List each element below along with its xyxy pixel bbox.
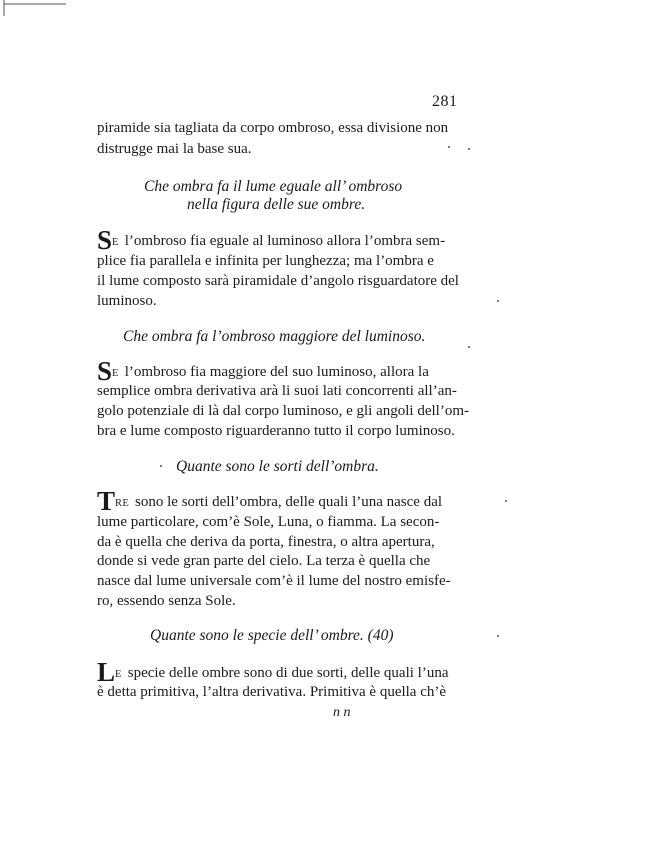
drop-cap: T (97, 486, 116, 516)
scan-speck (497, 300, 499, 302)
section-heading: Quante sono le sorti dell’ombra. (176, 458, 379, 475)
section-heading: Che ombra fa il lume eguale all’ ombroso (144, 178, 403, 195)
section-heading: Quante sono le specie dell’ ombre. (40) (150, 627, 394, 644)
section-heading: Che ombra fa l’ombroso maggiore del luminoso. (123, 328, 426, 345)
text-line (97, 225, 446, 255)
small-cap: E (115, 669, 122, 680)
section-heading: nella figura delle sue ombre. (187, 196, 366, 213)
text-line: lume particolare, com’è Sole, Luna, o fiamma. La secon- (97, 514, 440, 530)
page-number: 281 (432, 93, 458, 110)
scan-speck (505, 500, 507, 502)
text-line: semplice ombra derivativa arà li suoi lati concorrenti all’an- (97, 383, 457, 399)
text-line (97, 657, 449, 687)
text-line: bra e lume composto riguarderanno tutto il corpo luminoso. (97, 423, 455, 439)
text-line: golo potenziale di là dal corpo luminoso, e gli angoli dell’om- (97, 403, 469, 419)
scan-speck (468, 346, 470, 348)
drop-cap: S (97, 356, 113, 386)
text-line: l’ombroso fia eguale al luminoso allora l’ombra sem- (124, 233, 446, 249)
text-line: luminoso. (97, 293, 157, 309)
small-cap: E (112, 237, 119, 248)
text-line: nasce dal lume universale com’è il lume del nostro emisfe- (97, 573, 451, 589)
scan-speck (160, 465, 162, 467)
scan-speck (448, 146, 450, 148)
small-cap: RE (115, 498, 130, 509)
text-line: il lume composto sarà piramidale d’angolo risguardatore del (97, 273, 459, 289)
text-line: donde si vede gran parte del cielo. La terza è quella che (97, 553, 431, 569)
text-line (97, 486, 443, 516)
signature-mark: n n (333, 705, 351, 720)
text-line: l’ombroso fia maggiore del suo luminoso, allora la (124, 364, 429, 380)
text-line: specie delle ombre sono di due sorti, delle quali l’una (127, 665, 449, 681)
drop-cap: L (97, 657, 116, 687)
text-line: distrugge mai la base sua. (97, 141, 252, 157)
text-line: ro, essendo senza Sole. (97, 593, 236, 609)
corner-rule-mark (0, 0, 70, 18)
text-line: sono le sorti dell’ombra, delle quali l’una nasce dal (135, 494, 443, 510)
drop-cap: S (97, 225, 113, 255)
text-line: piramide sia tagliata da corpo ombroso, essa divisione non (97, 120, 449, 136)
text-line: plice fia parallela e infinita per lunghezza; ma l’ombra e (97, 253, 434, 269)
small-cap: E (112, 368, 119, 379)
text-line: da è quella che deriva da porta, finestra, o altra apertura, (97, 534, 435, 550)
scan-speck (468, 148, 470, 150)
text-line (97, 356, 429, 386)
scan-speck (497, 635, 499, 637)
text-line: è detta primitiva, l’altra derivativa. Primitiva è quella ch’è (97, 684, 447, 700)
